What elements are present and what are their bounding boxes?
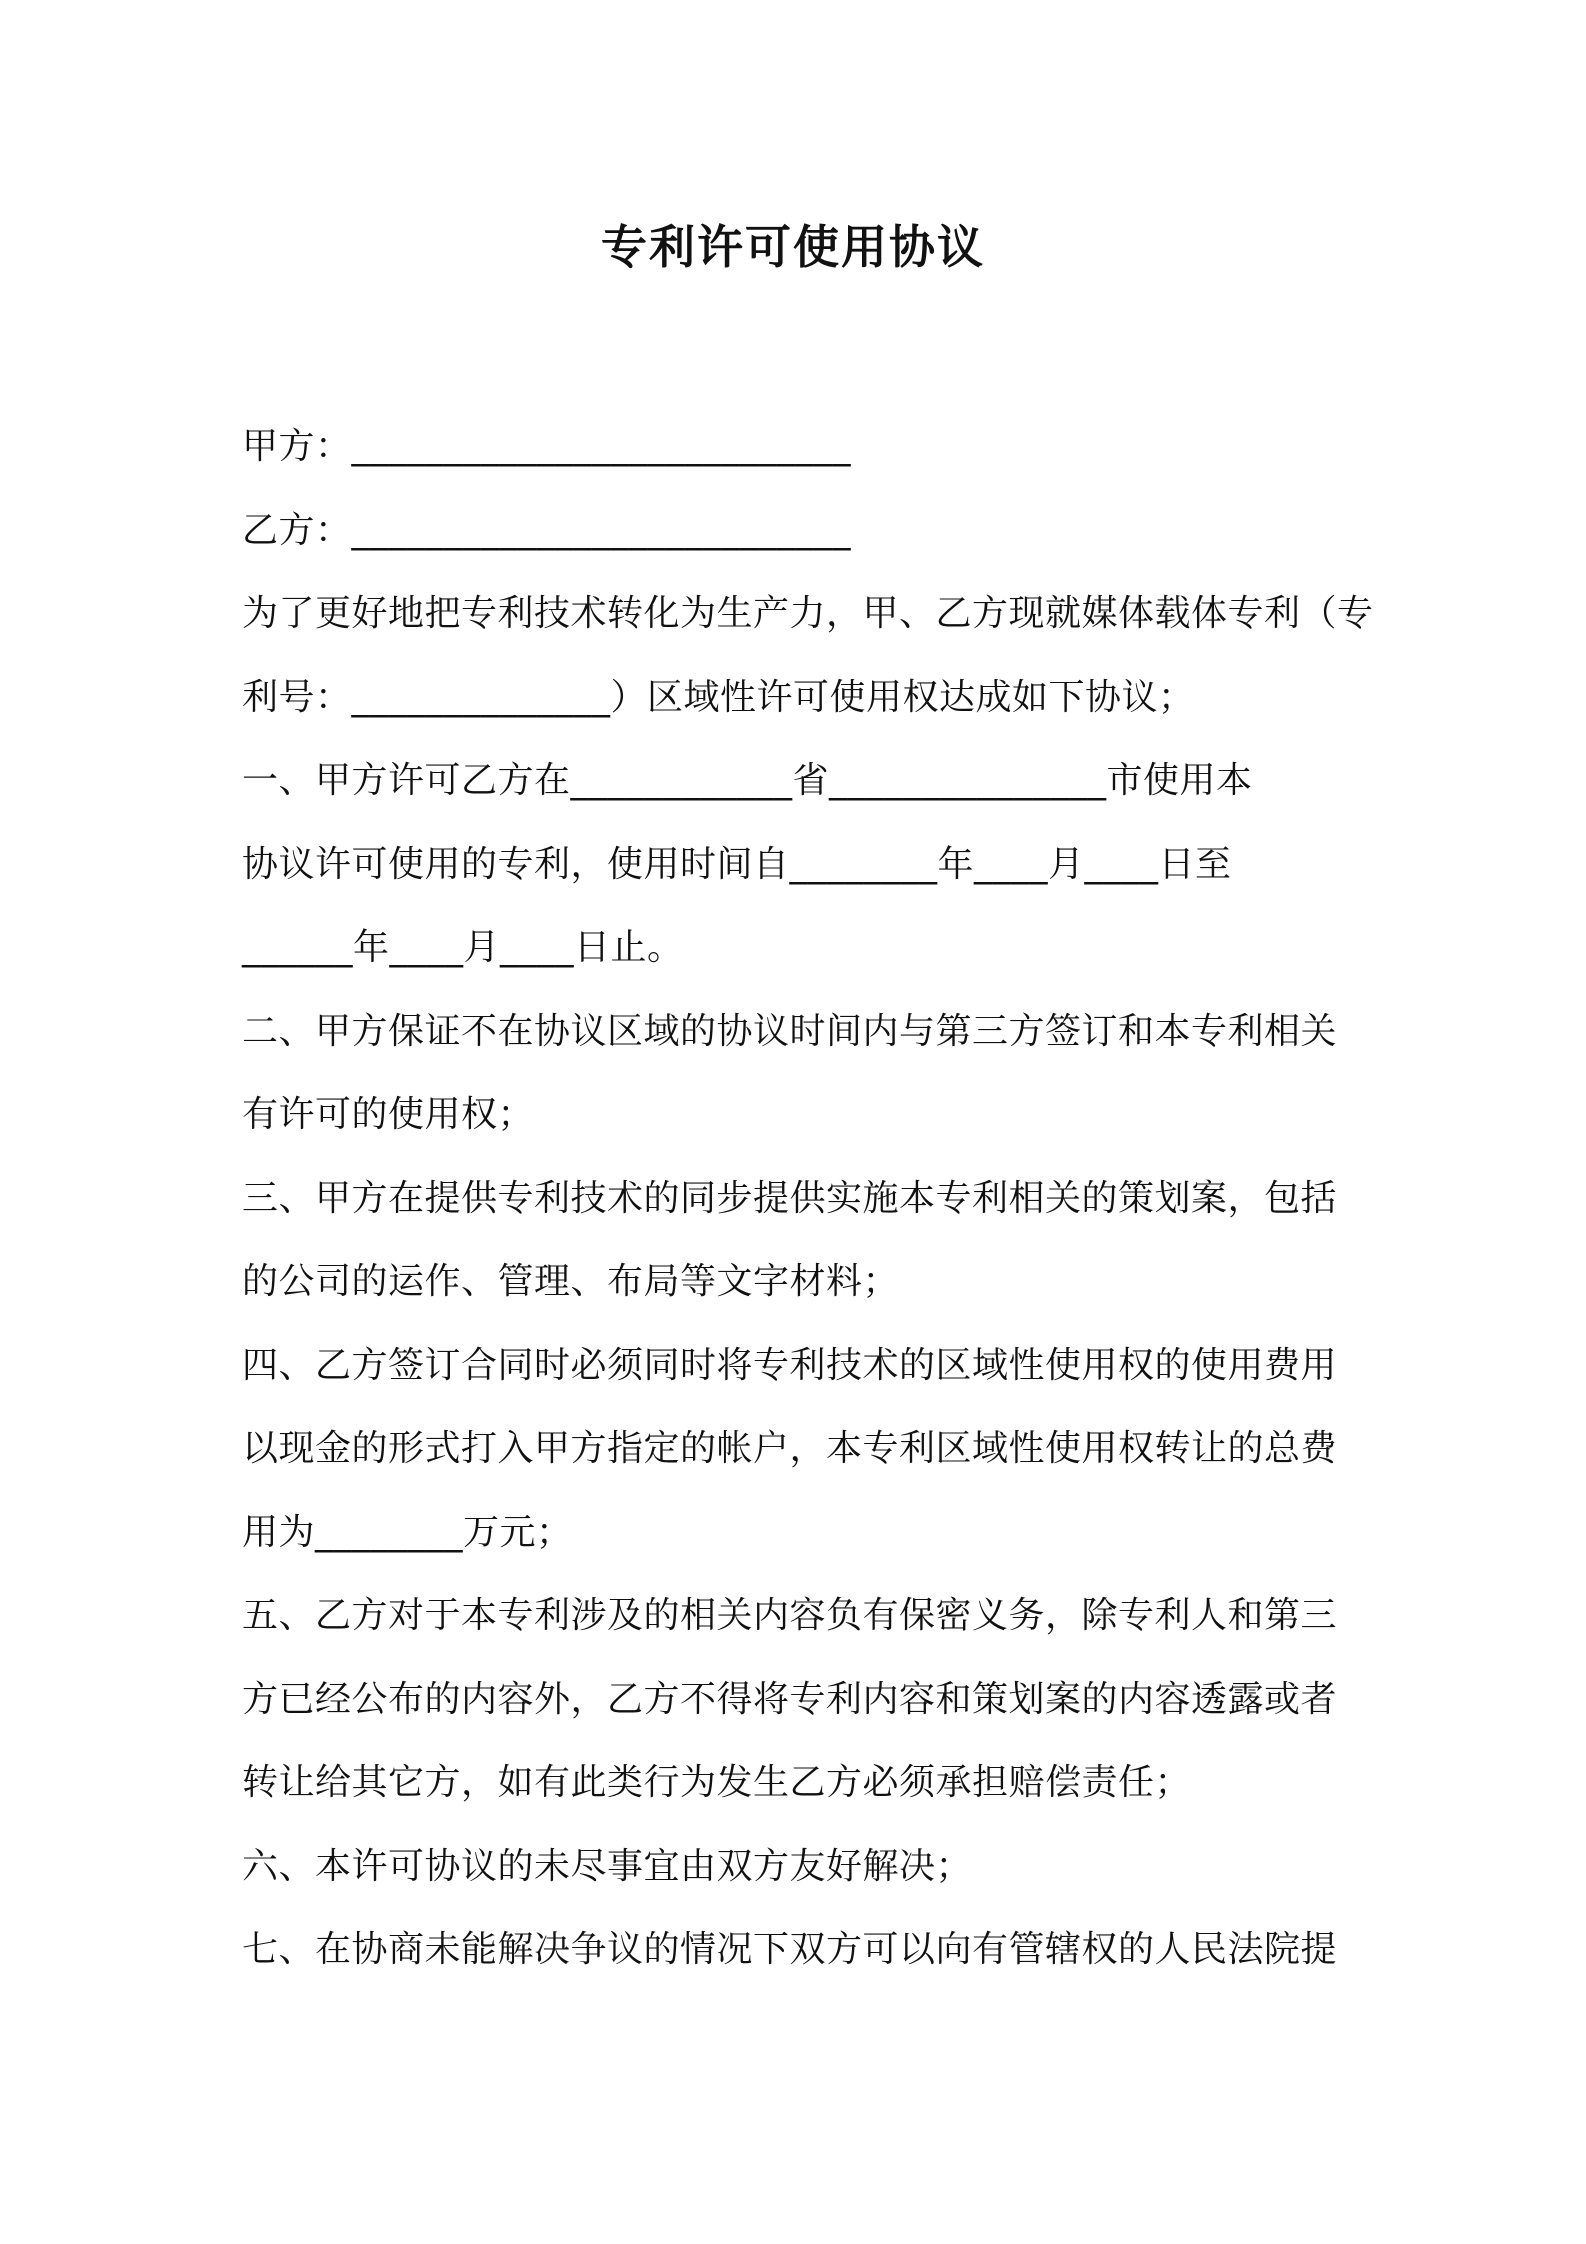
text-line: 二、甲方保证不在协议区域的协议时间内与第三方签订和本专利相关 [242,1010,1338,1052]
text-line: 用为________万元； [242,1511,573,1553]
text-line: 的公司的运作、管理、布局等文字材料； [242,1261,900,1302]
party-a-line: 甲方：___________________________ [242,426,852,467]
text-line: 三、甲方在提供专利技术的同步提供实施本专利相关的策划案，包括 [242,1177,1338,1219]
text-line: 利号：______________）区域性许可使用权达成如下协议； [242,676,1195,718]
text-line: 以现金的形式打入甲方指定的帐户，本专利区域性使用权转让的总费 [242,1428,1338,1469]
text-line: 为了更好地把专利技术转化为生产力，甲、乙方现就媒体载体专利（专 [242,593,1374,634]
text-line: ______年____月____日止。 [242,927,684,968]
text-line: 一、甲方许可乙方在____________省_______________市使用本 [242,760,1253,801]
text-line: 七、在协商未能解决争议的情况下双方可以向有管辖权的人民法院提 [242,1929,1338,1970]
document-title: 专利许可使用协议 [601,220,985,274]
text-line: 方已经公布的内容外，乙方不得将专利内容和策划案的内容透露或者 [242,1678,1338,1720]
text-line: 六、本许可协议的未尽事宜由双方友好解决； [242,1845,973,1887]
text-line: 转让给其它方，如有此类行为发生乙方必须承担赔偿责任； [242,1762,1192,1803]
text-line: 协议许可使用的专利，使用时间自________年____月____日至 [242,843,1232,885]
text-line: 四、乙方签订合同时必须同时将专利技术的区域性使用权的使用费用 [242,1344,1338,1386]
text-line: 有许可的使用权； [242,1094,535,1135]
document-body [242,405,1374,1992]
text-line: 五、乙方对于本专利涉及的相关内容负有保密义务，除专利人和第三 [242,1595,1338,1636]
party-b-line: 乙方：___________________________ [242,509,852,551]
